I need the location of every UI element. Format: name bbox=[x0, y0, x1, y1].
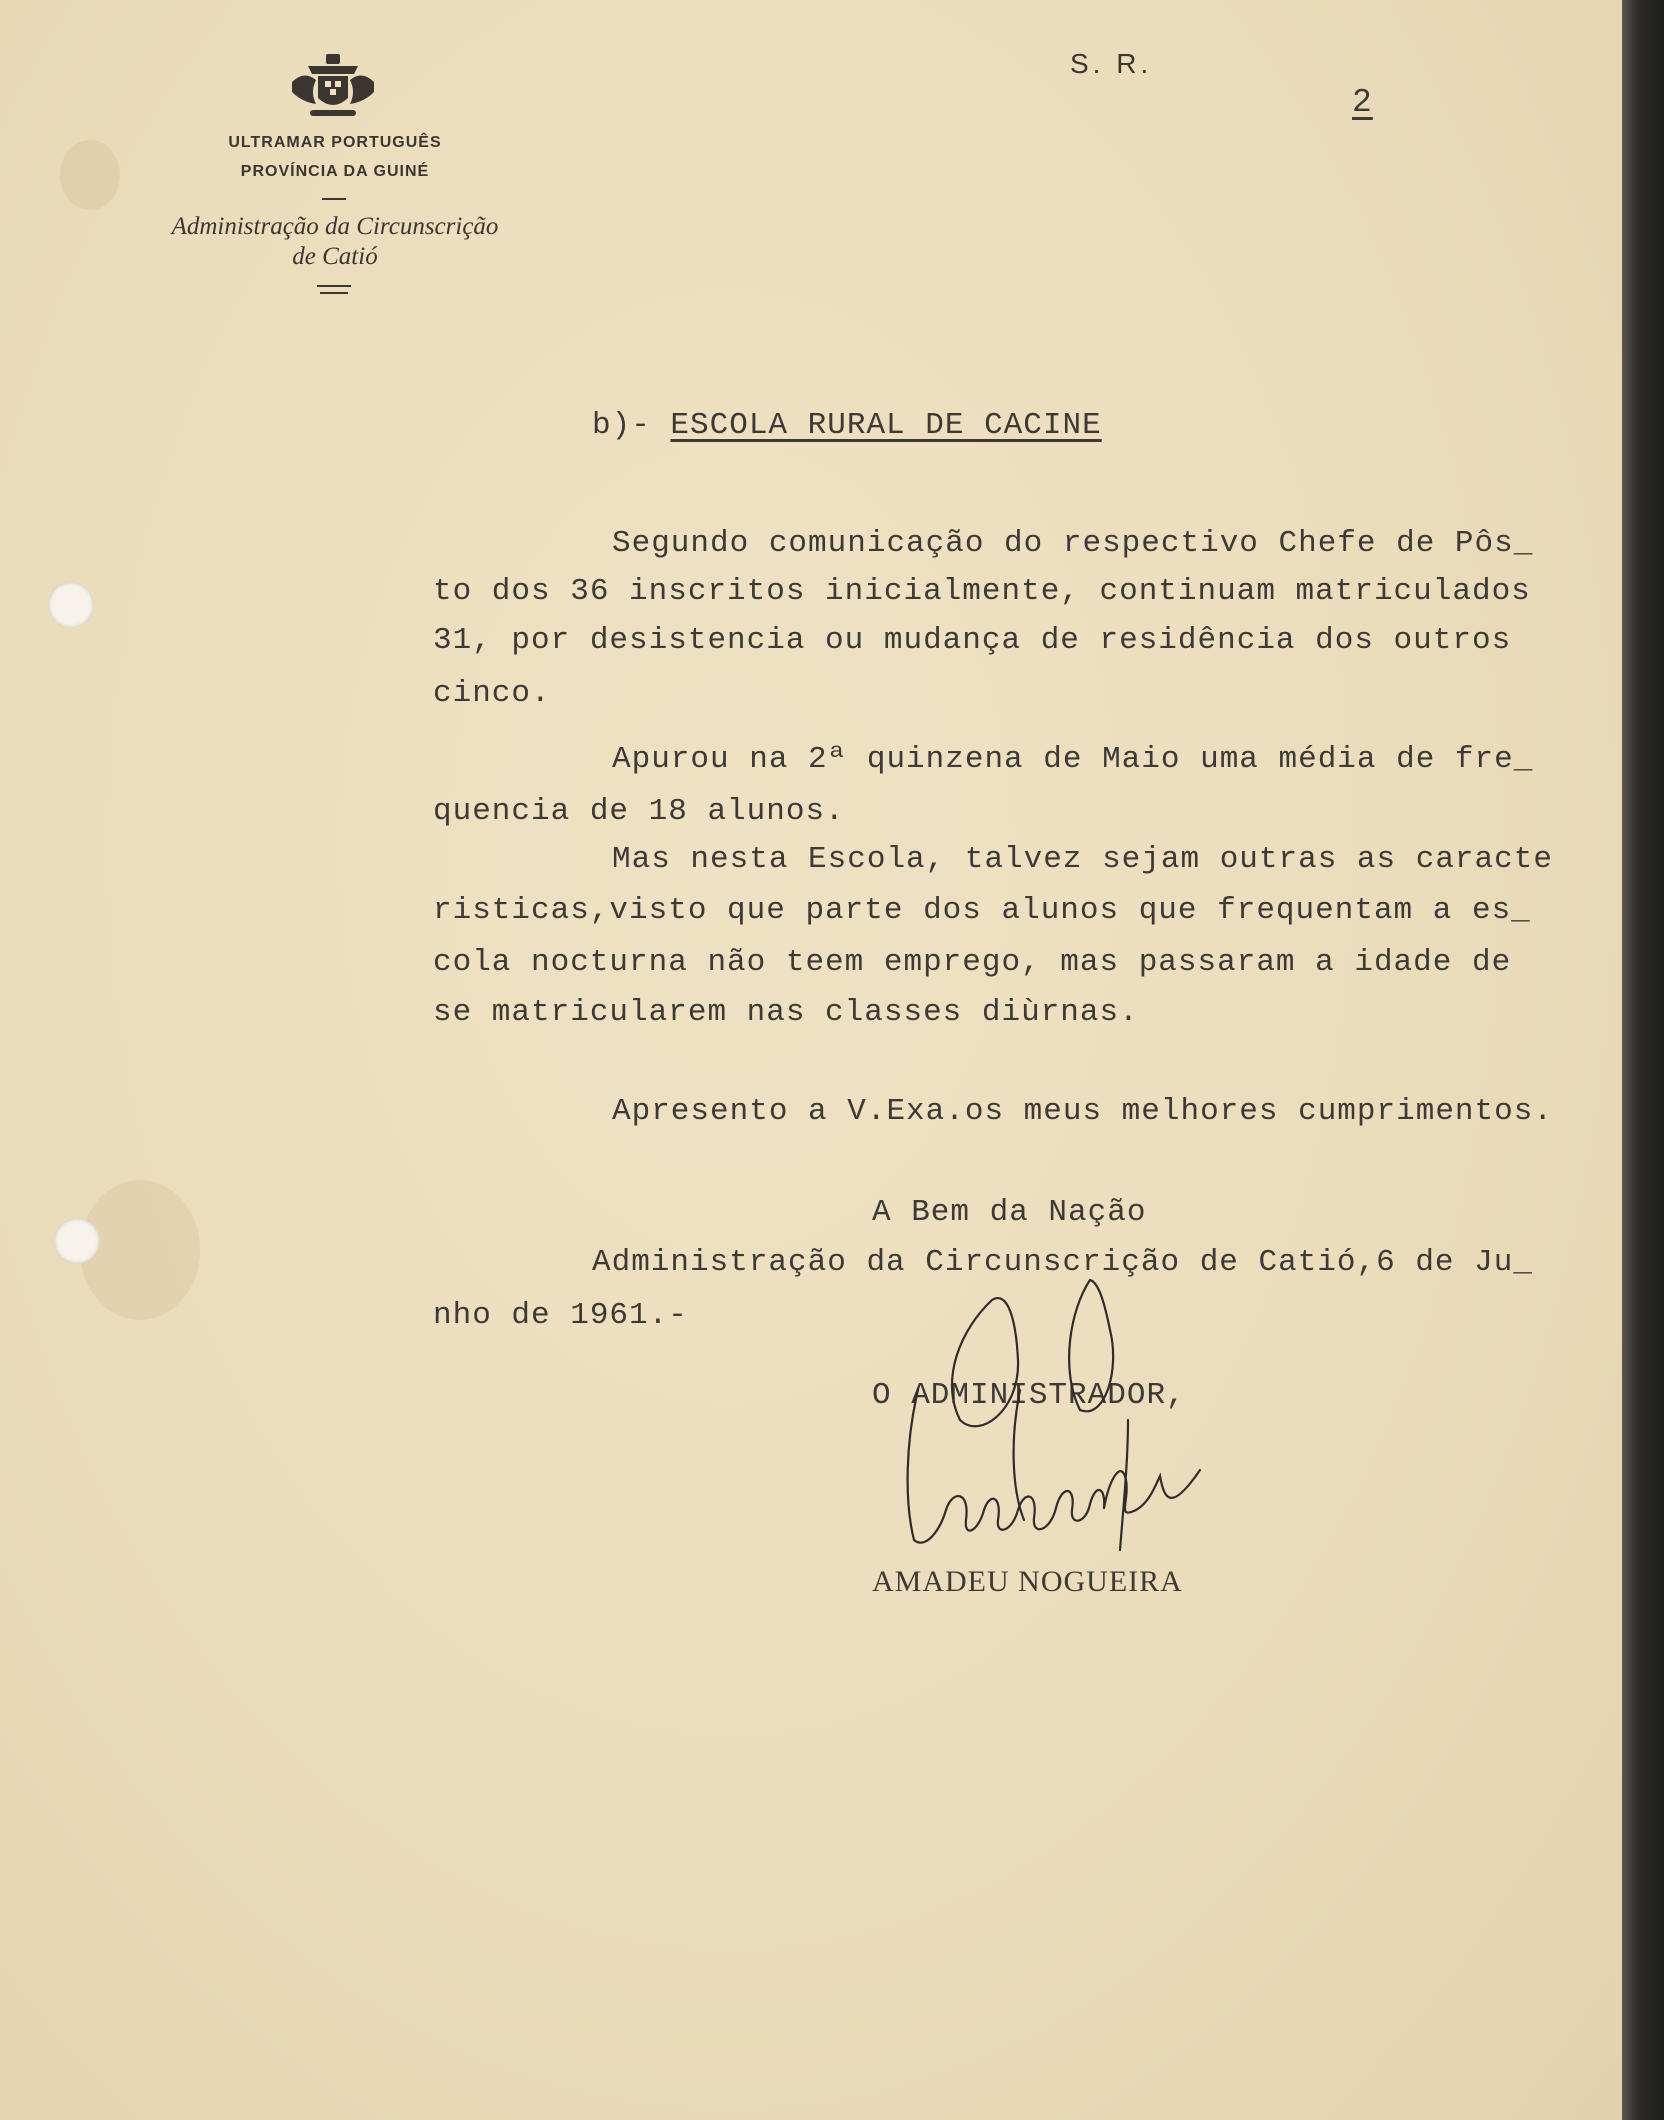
coat-of-arms-icon bbox=[288, 52, 378, 124]
paragraph-line: Mas nesta Escola, talvez sejam outras as caracte bbox=[612, 842, 1553, 877]
paragraph-line: Segundo comunicação do respectivo Chefe de Pôs_ bbox=[612, 526, 1534, 561]
signatory-name: AMADEU NOGUEIRA bbox=[872, 1565, 1183, 1598]
punch-hole-bottom bbox=[54, 1218, 100, 1264]
letterhead-divider bbox=[322, 198, 346, 200]
paper-stain bbox=[60, 140, 120, 210]
paragraph-line: cinco. bbox=[433, 676, 551, 711]
place-date-line: Administração da Circunscrição de Catió,6 de Ju_ bbox=[592, 1245, 1533, 1280]
paragraph-line: se matricularem nas classes diùrnas. bbox=[433, 995, 1139, 1030]
heading-title: ESCOLA RURAL DE CACINE bbox=[670, 408, 1102, 443]
page-number: 2 bbox=[1352, 84, 1373, 121]
salute-line: A Bem da Nação bbox=[872, 1195, 1147, 1230]
letterhead-line-administracao: Administração da Circunscrição bbox=[171, 213, 499, 240]
letterhead-divider bbox=[317, 285, 351, 287]
paragraph-line: to dos 36 inscritos inicialmente, continuam matriculados bbox=[433, 574, 1531, 609]
paragraph-line: risticas,visto que parte dos alunos que frequentam a es_ bbox=[433, 893, 1531, 928]
section-heading bbox=[592, 408, 1102, 443]
classification-mark: S. R. bbox=[1070, 48, 1153, 79]
handwritten-signature bbox=[900, 1270, 1230, 1570]
punch-hole-top bbox=[48, 582, 94, 628]
heading-prefix: b)- bbox=[592, 408, 671, 443]
place-date-line: nho de 1961.- bbox=[433, 1298, 688, 1333]
paragraph-line: cola nocturna não teem emprego, mas passaram a idade de bbox=[433, 945, 1512, 980]
paragraph-line: 31, por desistencia ou mudança de residência dos outros bbox=[433, 623, 1512, 658]
letterhead-line-ultramar: ULTRAMAR PORTUGUÊS bbox=[228, 134, 442, 151]
greeting-line: Apresento a V.Exa.os meus melhores cumprimentos. bbox=[612, 1094, 1553, 1129]
letterhead-line-catio: de Catió bbox=[292, 243, 378, 270]
signatory-title: O ADMINISTRADOR, bbox=[872, 1378, 1186, 1413]
paragraph-line: Apurou na 2ª quinzena de Maio uma média de fre_ bbox=[612, 742, 1534, 777]
paragraph-line: quencia de 18 alunos. bbox=[433, 794, 845, 829]
scan-edge bbox=[1622, 0, 1664, 2120]
letterhead-line-provincia: PROVÍNCIA DA GUINÉ bbox=[240, 163, 430, 180]
letterhead-divider bbox=[320, 292, 348, 294]
